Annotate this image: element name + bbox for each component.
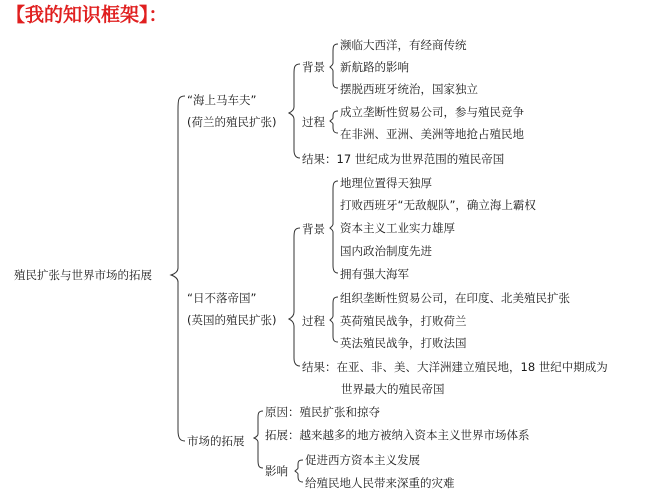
page-heading: 【我的知识框架】： <box>6 4 168 26</box>
dutch-result: 结果：17 世纪成为世界范围的殖民帝国 <box>302 152 505 166</box>
british-result-line1: 结果：在亚、非、美、大洋洲建立殖民地，18 世纪中期成为 <box>302 360 608 374</box>
british-process-item: 英法殖民战争，打败法国 <box>340 336 467 350</box>
dutch-background-bracket <box>330 44 338 88</box>
british-background-item: 国内政治制度先进 <box>340 244 432 258</box>
british-process-label: 过程 <box>302 314 325 328</box>
british-result-line2: 世界最大的殖民帝国 <box>341 382 445 396</box>
dutch-background-item: 濒临大西洋，有经商传统 <box>340 38 467 52</box>
market-bracket <box>254 411 263 468</box>
british-background-bracket <box>330 181 338 273</box>
market-impact-item: 给殖民地人民带来深重的灾难 <box>305 476 455 490</box>
dutch-title: “海上马车夫” <box>187 93 257 107</box>
dutch-subtitle: (荷兰的殖民扩张) <box>187 115 277 129</box>
british-bracket <box>289 228 300 366</box>
british-background-label: 背景 <box>302 222 325 236</box>
market-cause: 原因：殖民扩张和掠夺 <box>265 405 380 419</box>
british-background-item: 打败西班牙“无敌舰队”，确立海上霸权 <box>340 198 536 212</box>
british-title: “日不落帝国” <box>187 291 257 305</box>
market-impact-item: 促进西方资本主义发展 <box>305 453 420 467</box>
british-process-item: 组织垄断性贸易公司，在印度、北美殖民扩张 <box>340 291 570 305</box>
british-background-item: 拥有强大海军 <box>340 267 409 281</box>
british-background-item: 地理位置得天独厚 <box>340 176 432 190</box>
market-title: 市场的拓展 <box>187 434 245 448</box>
dutch-process-bracket <box>330 111 338 133</box>
british-background-item: 资本主义工业实力雄厚 <box>340 221 455 235</box>
british-process-bracket <box>330 297 338 342</box>
dutch-process-item: 成立垄断性贸易公司，参与殖民竞争 <box>340 105 524 119</box>
market-expansion: 拓展：越来越多的地方被纳入资本主义世界市场体系 <box>265 428 530 442</box>
dutch-background-item: 摆脱西班牙统治，国家独立 <box>340 82 478 96</box>
dutch-background-item: 新航路的影响 <box>340 60 409 74</box>
root-bracket <box>171 96 185 441</box>
dutch-background-label: 背景 <box>302 60 325 74</box>
british-subtitle: (英国的殖民扩张) <box>187 313 277 327</box>
root-topic: 殖民扩张与世界市场的拓展 <box>14 268 152 282</box>
british-process-item: 英荷殖民战争，打败荷兰 <box>340 314 467 328</box>
dutch-bracket <box>289 64 300 158</box>
dutch-process-label: 过程 <box>302 115 325 129</box>
market-impact-bracket <box>295 460 303 482</box>
market-impact-label: 影响 <box>265 464 288 478</box>
dutch-process-item: 在非洲、亚洲、美洲等地抢占殖民地 <box>340 127 524 141</box>
